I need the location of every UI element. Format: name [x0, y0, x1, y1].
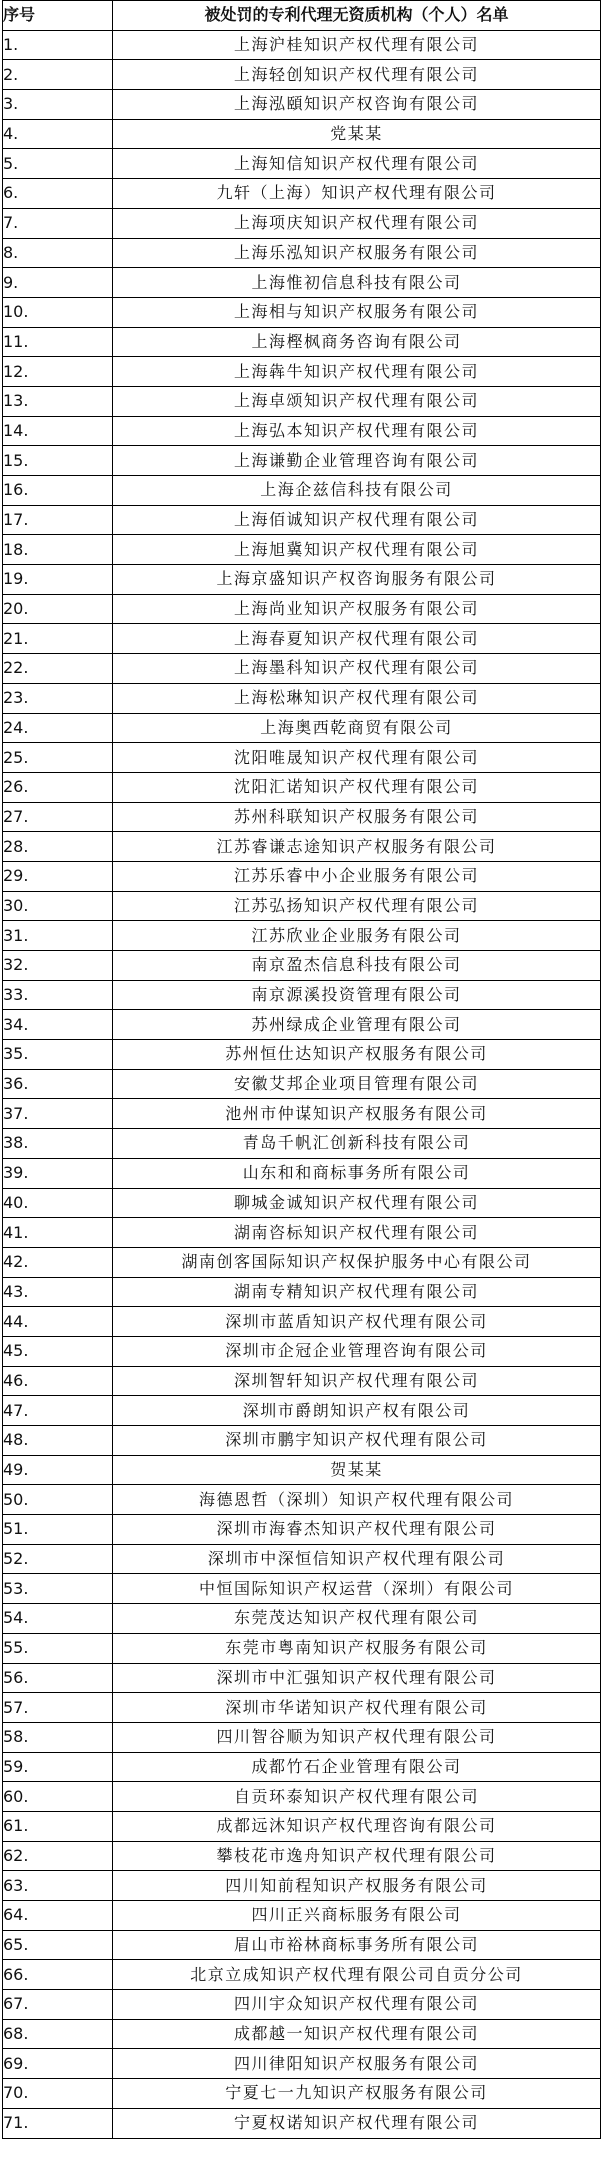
table-row [3, 505, 601, 535]
entity-name: 东莞茂达知识产权代理有限公司 [113, 1604, 601, 1634]
row-number: 71. [3, 2108, 113, 2138]
row-number: 29. [3, 861, 113, 891]
entity-name: 四川正兴商标服务有限公司 [113, 1901, 601, 1931]
table-row [3, 446, 601, 476]
entity-name: 宁夏权诺知识产权代理有限公司 [113, 2108, 601, 2138]
table-row [3, 149, 601, 179]
row-number: 23. [3, 683, 113, 713]
entity-name: 池州市仲谋知识产权服务有限公司 [113, 1099, 601, 1129]
table-row [3, 1811, 601, 1841]
row-number: 18. [3, 535, 113, 565]
entity-name: 上海卓颂知识产权代理有限公司 [113, 386, 601, 416]
table-row [3, 713, 601, 743]
table-row [3, 594, 601, 624]
row-number: 61. [3, 1811, 113, 1841]
entity-name: 深圳市中深恒信知识产权代理有限公司 [113, 1544, 601, 1574]
row-number: 39. [3, 1158, 113, 1188]
entity-name: 上海惟初信息科技有限公司 [113, 268, 601, 298]
row-number: 45. [3, 1336, 113, 1366]
table-row [3, 297, 601, 327]
row-number: 37. [3, 1099, 113, 1129]
table-row [3, 1188, 601, 1218]
table-row [3, 1277, 601, 1307]
table-row [3, 1574, 601, 1604]
entity-name: 上海春夏知识产权代理有限公司 [113, 624, 601, 654]
row-number: 62. [3, 1841, 113, 1871]
row-number: 17. [3, 505, 113, 535]
row-number: 20. [3, 594, 113, 624]
column-header-name: 被处罚的专利代理无资质机构（个人）名单 [113, 1, 601, 31]
table-row [3, 1485, 601, 1515]
entity-name: 四川智谷顺为知识产权代理有限公司 [113, 1722, 601, 1752]
entity-name: 四川律阳知识产权服务有限公司 [113, 2049, 601, 2079]
entity-name: 上海项庆知识产权代理有限公司 [113, 208, 601, 238]
table-row [3, 357, 601, 387]
entity-name: 眉山市裕林商标事务所有限公司 [113, 1930, 601, 1960]
row-number: 25. [3, 743, 113, 773]
row-number: 4. [3, 119, 113, 149]
entity-name: 上海知信知识产权代理有限公司 [113, 149, 601, 179]
table-row [3, 1455, 601, 1485]
entity-name: 聊城金诚知识产权代理有限公司 [113, 1188, 601, 1218]
row-number: 34. [3, 1010, 113, 1040]
row-number: 31. [3, 921, 113, 951]
row-number: 40. [3, 1188, 113, 1218]
table-row [3, 1396, 601, 1426]
row-number: 48. [3, 1426, 113, 1456]
entity-name: 上海轻创知识产权代理有限公司 [113, 60, 601, 90]
entity-name: 上海尚业知识产权服务有限公司 [113, 594, 601, 624]
table-row [3, 2049, 601, 2079]
row-number: 7. [3, 208, 113, 238]
row-number: 55. [3, 1633, 113, 1663]
table-row [3, 1069, 601, 1099]
entity-name: 上海墨科知识产权代理有限公司 [113, 654, 601, 684]
table-row [3, 535, 601, 565]
table-row [3, 179, 601, 209]
row-number: 56. [3, 1663, 113, 1693]
row-number: 12. [3, 357, 113, 387]
row-number: 66. [3, 1960, 113, 1990]
entity-name: 南京源溪投资管理有限公司 [113, 980, 601, 1010]
table-row [3, 1129, 601, 1159]
row-number: 70. [3, 2079, 113, 2109]
entity-name: 上海谦勤企业管理咨询有限公司 [113, 446, 601, 476]
table-row [3, 208, 601, 238]
table-row [3, 30, 601, 60]
row-number: 10. [3, 297, 113, 327]
row-number: 65. [3, 1930, 113, 1960]
row-number: 8. [3, 238, 113, 268]
row-number: 28. [3, 832, 113, 862]
row-number: 5. [3, 149, 113, 179]
table-row [3, 60, 601, 90]
table-row [3, 832, 601, 862]
entity-name: 深圳市海睿杰知识产权代理有限公司 [113, 1515, 601, 1545]
row-number: 22. [3, 654, 113, 684]
entity-name: 湖南咨标知识产权代理有限公司 [113, 1218, 601, 1248]
entity-name: 上海沪桂知识产权代理有限公司 [113, 30, 601, 60]
entity-name: 攀枝花市逸舟知识产权代理有限公司 [113, 1841, 601, 1871]
table-row [3, 891, 601, 921]
table-row [3, 1426, 601, 1456]
entity-name: 贺某某 [113, 1455, 601, 1485]
entity-name: 上海松琳知识产权代理有限公司 [113, 683, 601, 713]
row-number: 9. [3, 268, 113, 298]
row-number: 2. [3, 60, 113, 90]
entity-name: 党某某 [113, 119, 601, 149]
entity-name: 深圳市华诺知识产权代理有限公司 [113, 1693, 601, 1723]
row-number: 21. [3, 624, 113, 654]
entity-name: 江苏乐睿中小企业服务有限公司 [113, 861, 601, 891]
row-number: 30. [3, 891, 113, 921]
row-number: 43. [3, 1277, 113, 1307]
entity-name: 东莞市粤南知识产权服务有限公司 [113, 1633, 601, 1663]
table-row [3, 2019, 601, 2049]
row-number: 19. [3, 565, 113, 595]
row-number: 13. [3, 386, 113, 416]
table-row [3, 1841, 601, 1871]
table-row [3, 1663, 601, 1693]
entity-name: 上海京盛知识产权咨询服务有限公司 [113, 565, 601, 595]
table-row [3, 2079, 601, 2109]
table-row [3, 1515, 601, 1545]
row-number: 69. [3, 2049, 113, 2079]
entity-name: 海德恩哲（深圳）知识产权代理有限公司 [113, 1485, 601, 1515]
table-row [3, 2108, 601, 2138]
row-number: 15. [3, 446, 113, 476]
table-row [3, 772, 601, 802]
table-row [3, 90, 601, 120]
row-number: 47. [3, 1396, 113, 1426]
row-number: 33. [3, 980, 113, 1010]
row-number: 14. [3, 416, 113, 446]
row-number: 49. [3, 1455, 113, 1485]
table-row [3, 1871, 601, 1901]
table-row [3, 1099, 601, 1129]
entity-name: 湖南专精知识产权代理有限公司 [113, 1277, 601, 1307]
table-row [3, 1307, 601, 1337]
table-row [3, 980, 601, 1010]
row-number: 58. [3, 1722, 113, 1752]
entity-name: 宁夏七一九知识产权服务有限公司 [113, 2079, 601, 2109]
table-row [3, 802, 601, 832]
entity-name: 上海樫枫商务咨询有限公司 [113, 327, 601, 357]
row-number: 38. [3, 1129, 113, 1159]
table-row [3, 1010, 601, 1040]
row-number: 44. [3, 1307, 113, 1337]
entity-name: 江苏欣业企业服务有限公司 [113, 921, 601, 951]
table-row [3, 268, 601, 298]
entity-name: 苏州绿成企业管理有限公司 [113, 1010, 601, 1040]
entity-name: 成都越一知识产权代理有限公司 [113, 2019, 601, 2049]
row-number: 53. [3, 1574, 113, 1604]
entity-name: 九轩（上海）知识产权代理有限公司 [113, 179, 601, 209]
row-number: 59. [3, 1752, 113, 1782]
entity-name: 成都远沐知识产权代理咨询有限公司 [113, 1811, 601, 1841]
table-row [3, 1544, 601, 1574]
row-number: 63. [3, 1871, 113, 1901]
row-number: 1. [3, 30, 113, 60]
row-number: 6. [3, 179, 113, 209]
row-number: 64. [3, 1901, 113, 1931]
entity-name: 沈阳唯晟知识产权代理有限公司 [113, 743, 601, 773]
table-row [3, 624, 601, 654]
entity-name: 深圳市企冠企业管理咨询有限公司 [113, 1336, 601, 1366]
entity-name: 上海奥西乾商贸有限公司 [113, 713, 601, 743]
entity-name: 成都竹石企业管理有限公司 [113, 1752, 601, 1782]
table-row [3, 1633, 601, 1663]
table-row [3, 1901, 601, 1931]
row-number: 32. [3, 951, 113, 981]
entity-name: 江苏睿谦志途知识产权服务有限公司 [113, 832, 601, 862]
row-number: 24. [3, 713, 113, 743]
entity-name: 上海泓頤知识产权咨询有限公司 [113, 90, 601, 120]
table-row [3, 654, 601, 684]
entity-name: 青岛千帆汇创新科技有限公司 [113, 1129, 601, 1159]
entity-name: 沈阳汇诺知识产权代理有限公司 [113, 772, 601, 802]
row-number: 54. [3, 1604, 113, 1634]
entity-name: 深圳智轩知识产权代理有限公司 [113, 1366, 601, 1396]
table-row [3, 921, 601, 951]
column-header-no: 序号 [3, 1, 113, 31]
table-row [3, 1693, 601, 1723]
table-header-row [3, 1, 601, 31]
row-number: 68. [3, 2019, 113, 2049]
entity-name: 北京立成知识产权代理有限公司自贡分公司 [113, 1960, 601, 1990]
entity-name: 深圳市爵朗知识产权有限公司 [113, 1396, 601, 1426]
table-row [3, 386, 601, 416]
row-number: 57. [3, 1693, 113, 1723]
entity-name: 深圳市中汇强知识产权代理有限公司 [113, 1663, 601, 1693]
table-row [3, 1158, 601, 1188]
table-row [3, 565, 601, 595]
entity-name: 南京盈杰信息科技有限公司 [113, 951, 601, 981]
table-body [3, 30, 601, 2138]
entity-name: 上海旭冀知识产权代理有限公司 [113, 535, 601, 565]
table-row [3, 1604, 601, 1634]
entity-name: 上海佰诚知识产权代理有限公司 [113, 505, 601, 535]
row-number: 41. [3, 1218, 113, 1248]
table-row [3, 1218, 601, 1248]
entity-name: 上海乐泓知识产权服务有限公司 [113, 238, 601, 268]
table-row [3, 683, 601, 713]
row-number: 27. [3, 802, 113, 832]
row-number: 60. [3, 1782, 113, 1812]
entity-name: 山东和和商标事务所有限公司 [113, 1158, 601, 1188]
row-number: 36. [3, 1069, 113, 1099]
entity-name: 深圳市鹏宇知识产权代理有限公司 [113, 1426, 601, 1456]
entity-name: 四川知前程知识产权服务有限公司 [113, 1871, 601, 1901]
table-row [3, 1722, 601, 1752]
row-number: 3. [3, 90, 113, 120]
table-row [3, 1990, 601, 2020]
row-number: 67. [3, 1990, 113, 2020]
table-row [3, 1040, 601, 1070]
entity-name: 上海弘本知识产权代理有限公司 [113, 416, 601, 446]
entity-name: 上海相与知识产权服务有限公司 [113, 297, 601, 327]
table-row [3, 1930, 601, 1960]
entity-name: 上海企兹信科技有限公司 [113, 476, 601, 506]
table-row [3, 1752, 601, 1782]
row-number: 35. [3, 1040, 113, 1070]
row-number: 16. [3, 476, 113, 506]
table-row [3, 1336, 601, 1366]
row-number: 46. [3, 1366, 113, 1396]
row-number: 50. [3, 1485, 113, 1515]
table-row [3, 1366, 601, 1396]
table-row [3, 1960, 601, 1990]
entity-name: 湖南创客国际知识产权保护服务中心有限公司 [113, 1247, 601, 1277]
row-number: 26. [3, 772, 113, 802]
penalty-list-table [2, 0, 601, 2139]
row-number: 11. [3, 327, 113, 357]
table-row [3, 476, 601, 506]
entity-name: 苏州科联知识产权服务有限公司 [113, 802, 601, 832]
entity-name: 安徽艾邦企业项目管理有限公司 [113, 1069, 601, 1099]
entity-name: 深圳市蓝盾知识产权代理有限公司 [113, 1307, 601, 1337]
row-number: 51. [3, 1515, 113, 1545]
table-row [3, 951, 601, 981]
table-row [3, 416, 601, 446]
table-row [3, 238, 601, 268]
entity-name: 上海犇牛知识产权代理有限公司 [113, 357, 601, 387]
entity-name: 江苏弘扬知识产权代理有限公司 [113, 891, 601, 921]
table-row [3, 119, 601, 149]
table-row [3, 1247, 601, 1277]
entity-name: 自贡环泰知识产权代理有限公司 [113, 1782, 601, 1812]
entity-name: 中恒国际知识产权运营（深圳）有限公司 [113, 1574, 601, 1604]
table-row [3, 327, 601, 357]
table-row [3, 861, 601, 891]
table-row [3, 1782, 601, 1812]
entity-name: 苏州恒仕达知识产权服务有限公司 [113, 1040, 601, 1070]
entity-name: 四川宇众知识产权代理有限公司 [113, 1990, 601, 2020]
table-row [3, 743, 601, 773]
row-number: 42. [3, 1247, 113, 1277]
row-number: 52. [3, 1544, 113, 1574]
